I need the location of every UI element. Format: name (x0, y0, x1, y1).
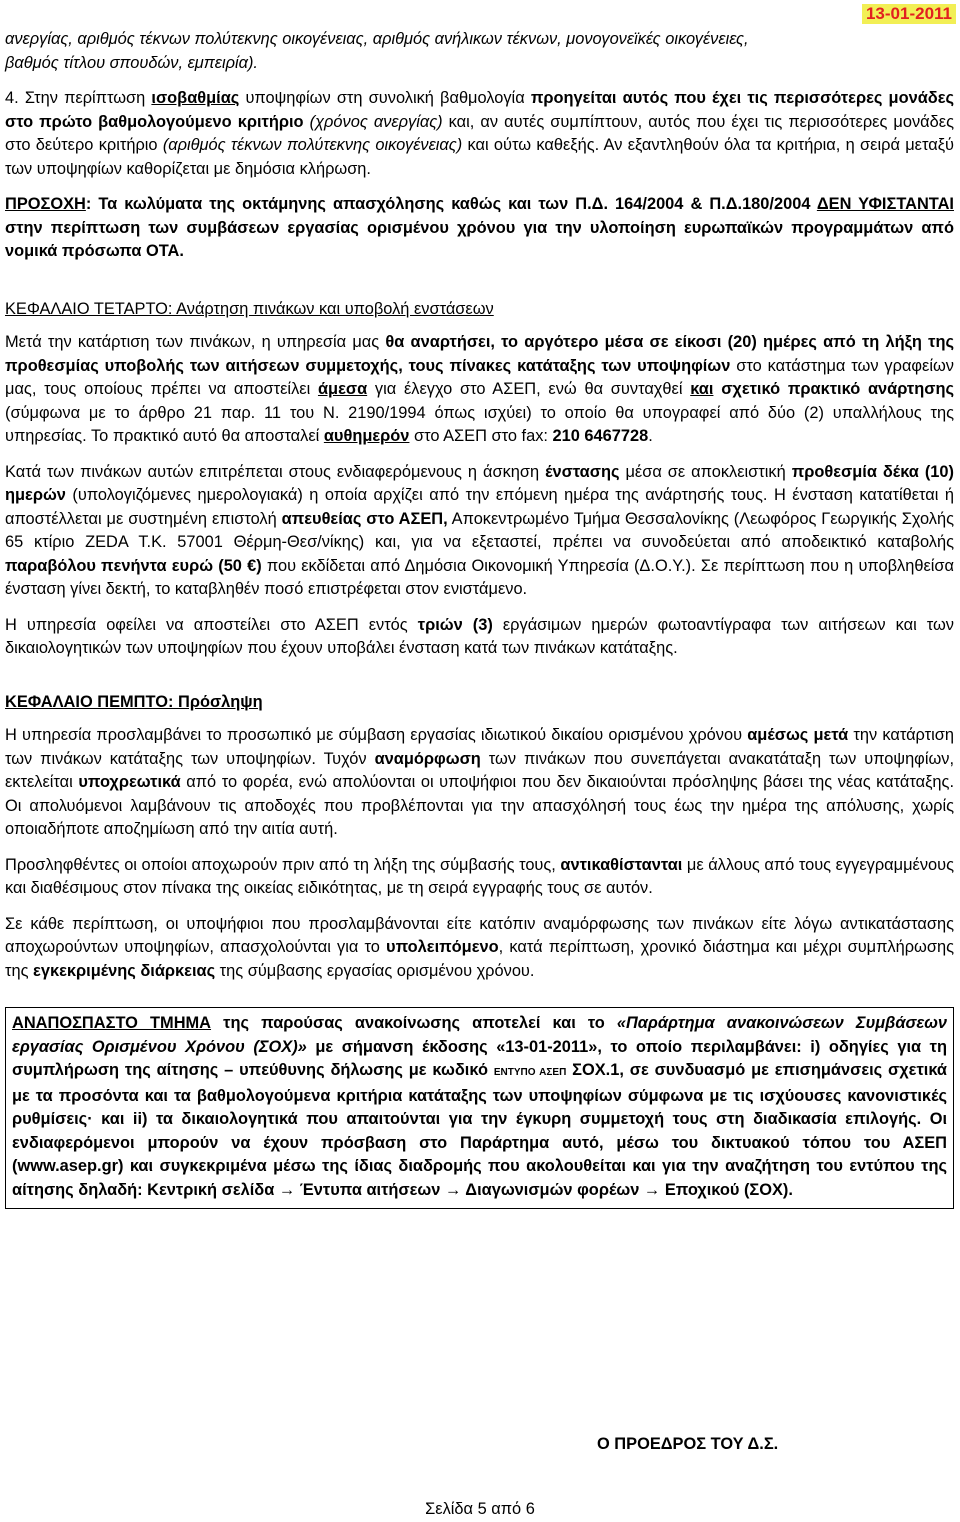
text-run: (σύμφωνα με το άρθρο 21 παρ. 11 του Ν. 2190/1994 όπως ισχύει) το οποίο θα υπογραφεί από δύο (2) υπαλλήλους της υπηρεσίας. Το πρακτικό αυτό θα αποσταλεί (5, 403, 954, 445)
warning-paragraph (5, 193, 954, 264)
text-run: υποψηφίων στη συνολική βαθμολογία (239, 89, 531, 107)
text-run: ΣΟΧ.1, σε συνδυασμό με επισημάνσεις σχετικά με τα προσόντα και τα βαθμολογούμενα κριτήρια κατάταξης των υποψηφίων σύμφωνα με τις ισχύουσες κανονιστικές ρυθμίσεις· και ii) τα δικαιολογητικά που απαιτούνται για την έγκυρη συμμετοχή τους στη διαδικασία επιλογής. Οι ενδιαφερόμενοι μπορούν να έχουν πρόσβαση στο Παράρτημα αυτό, μέσω του δικτυακού τόπου του ΑΣΕΠ (www.asep.gr) και συγκεκριμένα μέσω της ίδιας διαδρομής που ακολουθείται και για την αναζήτηση του εντύπου της αίτησης δηλαδή: Κεντρική σελίδα (12, 1061, 947, 1199)
arrow-right-icon: → (444, 1180, 462, 1199)
date-badge: 13-01-2011 (862, 4, 956, 24)
text-run-bold: υποχρεωτικά (78, 773, 181, 791)
fax-number: 210 6467728 (552, 427, 649, 445)
document-page (5, 0, 954, 1209)
text-run: και ούτω καθεξής. Αν εξαντληθούν όλα τα κριτήρια, η σειρά μεταξύ των υποψηφίων καθορίζεται με δημόσια κλήρωση. (5, 136, 954, 178)
warning-label: ΠΡΟΣΟΧΗ (5, 195, 86, 213)
chapter5-paragraph-1 (5, 724, 954, 842)
text-run-bold: προηγείται αυτός που έχει τις περισσότερες μονάδες στο πρώτο βαθμολογούμενο κριτήριο (5, 89, 955, 131)
arrow-right-icon: → (643, 1180, 661, 1199)
text-run-italic: (χρόνος ανεργίας) (303, 112, 443, 131)
text-run-bold: και (690, 380, 714, 398)
text-run: Εποχικού (ΣΟΧ). (660, 1180, 793, 1199)
chapter4-paragraph-3 (5, 614, 954, 661)
chapter5-paragraph-3 (5, 913, 954, 984)
text-run-italic: «Παράρτημα ανακοινώσεων Συμβάσεων εργασίας Ορισμένου Χρόνου (ΣΟΧ)» (12, 1014, 947, 1056)
text-run: Προσληφθέντες οι οποίοι αποχωρούν πριν από τη λήξη της σύμβασής τους, (5, 855, 561, 874)
text-run-bold: ισοβαθμίας (151, 89, 240, 107)
detachable-section-box (5, 1007, 954, 1209)
text-run: στο ΑΣΕΠ στο fax: (409, 427, 553, 445)
text-run: της παρούσας ανακοίνωσης αποτελεί και το (211, 1014, 617, 1032)
text-run: με άλλους από τους εγγεγραμμένους και διαθέσιμους στον πίνακα της οικείας ειδικότητας, με τη σειρά εγγραφής τους σε αυτόν. (5, 855, 954, 897)
text-run-bold: αμέσως μετά (747, 726, 849, 744)
text-run: Διαγωνισμών φορέων (461, 1180, 644, 1199)
intro-line-1: ανεργίας, αριθμός τέκνων πολύτεκνης οικογένειας, αριθμός ανήλικων τέκνων, μονογονεϊκές οικογένειες, (5, 30, 749, 48)
text-run: και, αν αυτές συμπίπτουν, αυτός που έχει τις περισσότερες μονάδες στο δεύτερο κριτήριο (5, 112, 954, 154)
text-run: (υπολογιζόμενες ημερολογιακά) η οποία αρχίζει από την επόμενη ημέρα της ανάρτησής τους. Η ένσταση κατατίθεται ή αποστέλλεται με συστημένη επιστολή (5, 486, 954, 528)
text-run: εργάσιμων ημερών φωτοαντίγραφα των αιτήσεων και των δικαιολογητικών των υποψηφίων που έχουν υποβάλει ένσταση κατά των πινάκων κατάταξης. (5, 615, 954, 657)
text-run: της σύμβασης εργασίας ορισμένου χρόνου. (215, 961, 535, 980)
text-run: 4. Στην περίπτωση (5, 89, 152, 107)
text-run-bold: παραβόλου πενήντα ευρώ (50 €) (5, 556, 262, 575)
text-run-bold: προθεσμία δέκα (10) ημερών (5, 462, 954, 504)
text-run: Μετά την κατάρτιση των πινάκων, η υπηρεσία μας (5, 333, 386, 351)
text-run: στην περίπτωση των συμβάσεων εργασίας ορισμένου χρόνου για την υλοποίηση ευρωπαϊκών προγραμμάτων από νομικά πρόσωπα ΟΤΑ. (5, 218, 954, 260)
text-run-bold: εγκεκριμένης διάρκειας (33, 961, 216, 980)
text-run-bold: ένστασης (545, 462, 620, 481)
intro-line-2: βαθμός τίτλου σπουδών, εμπειρία). (5, 53, 258, 72)
text-run-bold: αντικαθίστανται (560, 855, 683, 874)
text-run-italic: (αριθμός τέκνων πολύτεκνης οικογένειας) (162, 136, 463, 154)
text-run: : Τα κωλύματα της οκτάμηνης απασχόλησης καθώς και των Π.Δ. 164/2004 & Π.Δ.180/2004 (85, 195, 817, 213)
text-run: που εκδίδεται από Δημόσια Οικονομική Υπηρεσία (Δ.Ο.Υ.). Σε περίπτωση που η υποβληθείσα ένσταση γίνει δεκτή, το καταβληθέν ποσό επιστρέφεται στον ενιστάμενο. (5, 556, 954, 598)
text-run-bold: απευθείας στο ΑΣΕΠ, (281, 509, 448, 528)
box-title: ΑΝΑΠΟΣΠΑΣΤΟ ΤΜΗΜΑ (12, 1014, 212, 1032)
text-run: με σήμανση έκδοσης «13-01-2011», το οποίο περιλαμβάνει: i) οδηγίες για τη συμπλήρωση της αίτησης – υπεύθυνης δήλωσης με κωδικό (12, 1037, 947, 1079)
text-run: των πινάκων που συνεπάγεται ανακατάταξη των υποψηφίων, εκτελείται (5, 749, 955, 791)
text-run: . (648, 427, 653, 445)
text-run: Η υπηρεσία προσλαμβάνει το προσωπικό με σύμβαση εργασίας ιδιωτικού δικαίου ορισμένου χρόνου (5, 726, 748, 744)
text-run: Η υπηρεσία οφείλει να αποστείλει στο ΑΣΕΠ εντός (5, 615, 418, 634)
chapter4-paragraph-2 (5, 461, 954, 602)
text-run-bold: αυθημερόν (323, 427, 410, 445)
text-run-small: ΕΝΤΥΠΟ ΑΣΕΠ (493, 1067, 567, 1078)
page-footer: Σελίδα 5 από 6 (425, 1500, 535, 1518)
text-run: Κατά των πινάκων αυτών επιτρέπεται στους ενδιαφερόμενους η άσκηση (5, 462, 546, 481)
text-run: Σε κάθε περίπτωση, οι υποψήφιοι που προσλαμβάνονται είτε κατόπιν αναμόρφωσης των πινάκων είτε λόγω αντικατάστασης αποχωρούντων υποψηφίων, απασχολούνται για το (5, 914, 954, 956)
text-run-bold: αναμόρφωση (374, 749, 481, 768)
text-run: από το φορέα, ενώ απολύονται οι υποψήφιοι που δεν δικαιούνται πρόσληψης βάσει της νέας κατάταξης. Οι απολυόμενοι λαμβάνουν τις αποδοχές που προβλέπονται για την απασχόλησή τους έως την ημέρα της απόλυσης, χωρίς οποιαδήποτε αποζημίωση από την αιτία αυτή. (5, 773, 955, 838)
arrow-right-icon: → (278, 1180, 296, 1199)
text-run-underline: ΔΕΝ ΥΦΙΣΤΑΝΤΑΙ (816, 195, 954, 213)
text-run-bold: τριών (3) (417, 615, 493, 634)
tie-rule-paragraph (5, 87, 954, 181)
text-run: μέσα σε αποκλειστική (619, 462, 792, 481)
text-run-bold: άμεσα (317, 380, 368, 398)
chapter5-paragraph-2 (5, 854, 954, 901)
text-run: στο κατάστημα των γραφείων μας, τους οποίους πρέπει να αποστείλει (5, 356, 954, 398)
text-run: Έντυπα αιτήσεων (295, 1180, 445, 1199)
intro-paragraph (5, 28, 954, 75)
signature: Ο ΠΡΟΕΔΡΟΣ ΤΟΥ Δ.Σ. (597, 1435, 779, 1453)
chapter4-paragraph-1 (5, 331, 954, 449)
text-run: Αποκεντρωμένο Τμήμα Θεσσαλονίκης (Λεωφόρος Γεωργικής Σχολής 65 κτίριο ZEDA T.K. 57001 Θέρμη-Θεσ/νίκης) και, για να εξεταστεί, πρέπει να συνοδεύεται από αποδεικτικό καταβολής (5, 509, 955, 551)
chapter5-heading: ΚΕΦΑΛΑΙΟ ΠΕΜΠΤΟ: Πρόσληψη (5, 692, 263, 711)
chapter4-heading: ΚΕΦΑΛΑΙΟ ΤΕΤΑΡΤΟ: Ανάρτηση πινάκων και υποβολή ενστάσεων (5, 299, 494, 318)
text-run-bold: θα αναρτήσει, το αργότερο μέσα σε είκοσι (20) ημέρες από τη λήξη της προθεσμίας υποβολής των αιτήσεων συμμετοχής, τους πίνακες κατάταξης των υποψηφίων (5, 333, 954, 375)
text-run: την κατάρτιση των πινάκων κατάταξης των υποψηφίων. Τυχόν (5, 726, 954, 768)
text-run: για έλεγχο στο ΑΣΕΠ, ενώ θα συνταχθεί (367, 380, 691, 398)
text-run-bold: σχετικό πρακτικό ανάρτησης (721, 380, 954, 398)
text-run: , κατά περίπτωση, χρονικό διάστημα και μέχρι συμπλήρωσης της (5, 938, 954, 980)
text-run-bold: υπολειπόμενο (386, 938, 499, 956)
